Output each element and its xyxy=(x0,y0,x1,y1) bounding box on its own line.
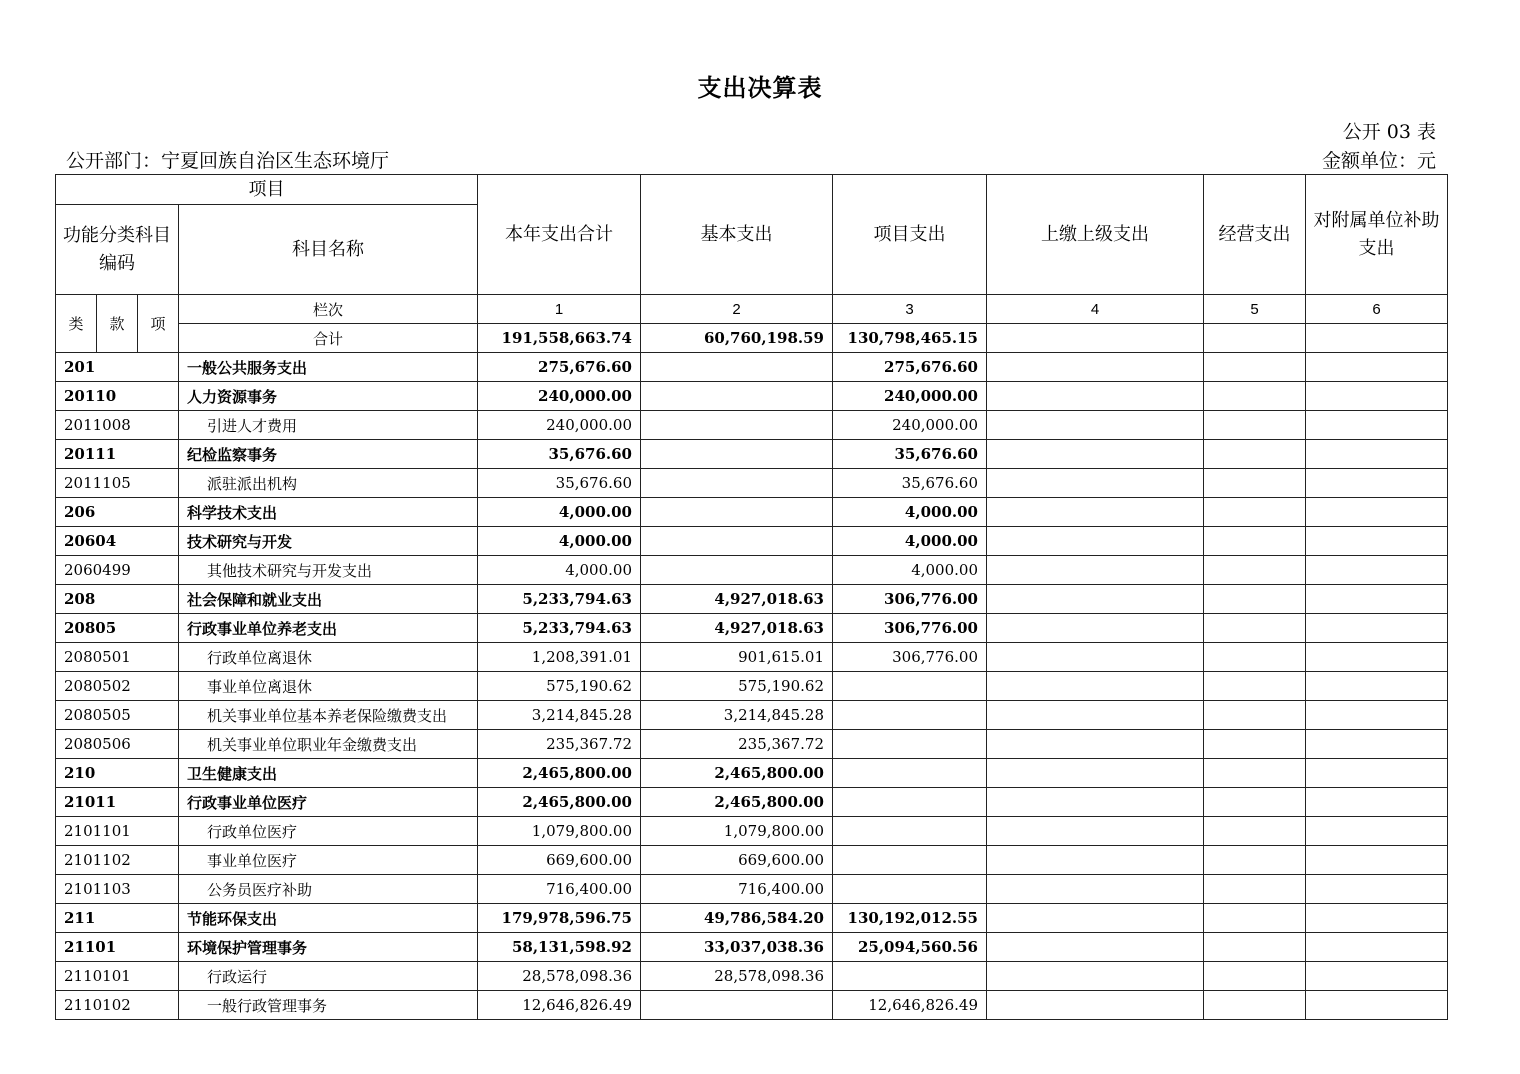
row-code: 2060499 xyxy=(56,556,179,585)
header-item: 项目 xyxy=(56,175,478,205)
header-subject-name: 科目名称 xyxy=(179,205,478,295)
row-project: 35,676.60 xyxy=(833,440,987,469)
row-subsidy xyxy=(1306,991,1448,1020)
row-subsidy xyxy=(1306,614,1448,643)
row-subsidy xyxy=(1306,962,1448,991)
col-no-1: 1 xyxy=(478,295,641,324)
row-total: 4,000.00 xyxy=(478,527,641,556)
row-name: 行政单位离退休 xyxy=(179,643,478,672)
row-total: 669,600.00 xyxy=(478,846,641,875)
table-row xyxy=(56,904,1448,933)
table-row xyxy=(56,788,1448,817)
row-business xyxy=(1204,933,1306,962)
row-total: 28,578,098.36 xyxy=(478,962,641,991)
row-subsidy xyxy=(1306,933,1448,962)
row-upper xyxy=(987,585,1204,614)
col-no-6: 6 xyxy=(1306,295,1448,324)
row-code: 210 xyxy=(56,759,179,788)
row-code: 2101103 xyxy=(56,875,179,904)
row-basic: 4,927,018.63 xyxy=(641,614,833,643)
table-row xyxy=(56,875,1448,904)
row-project: 25,094,560.56 xyxy=(833,933,987,962)
row-name: 一般行政管理事务 xyxy=(179,991,478,1020)
row-business xyxy=(1204,556,1306,585)
row-code: 2080506 xyxy=(56,730,179,759)
row-total: 235,367.72 xyxy=(478,730,641,759)
expenditure-table xyxy=(55,174,1448,1020)
row-business xyxy=(1204,904,1306,933)
row-code: 21101 xyxy=(56,933,179,962)
row-name: 行政事业单位医疗 xyxy=(179,788,478,817)
row-subsidy xyxy=(1306,556,1448,585)
row-project: 306,776.00 xyxy=(833,643,987,672)
row-basic: 33,037,038.36 xyxy=(641,933,833,962)
row-subsidy xyxy=(1306,469,1448,498)
col-no-4: 4 xyxy=(987,295,1204,324)
table-row xyxy=(56,672,1448,701)
row-code: 2080502 xyxy=(56,672,179,701)
header-project: 项目支出 xyxy=(833,175,987,295)
row-business xyxy=(1204,498,1306,527)
row-name: 机关事业单位职业年金缴费支出 xyxy=(179,730,478,759)
row-name: 行政单位医疗 xyxy=(179,817,478,846)
row-name: 环境保护管理事务 xyxy=(179,933,478,962)
row-project: 306,776.00 xyxy=(833,614,987,643)
row-project: 35,676.60 xyxy=(833,469,987,498)
row-project xyxy=(833,730,987,759)
row-total: 1,208,391.01 xyxy=(478,643,641,672)
row-total: 12,646,826.49 xyxy=(478,991,641,1020)
row-code: 20805 xyxy=(56,614,179,643)
row-name: 公务员医疗补助 xyxy=(179,875,478,904)
row-upper xyxy=(987,353,1204,382)
row-business xyxy=(1204,614,1306,643)
col-no-5: 5 xyxy=(1204,295,1306,324)
row-total: 1,079,800.00 xyxy=(478,817,641,846)
row-basic xyxy=(641,991,833,1020)
table-row xyxy=(56,585,1448,614)
row-upper xyxy=(987,469,1204,498)
row-upper xyxy=(987,962,1204,991)
table-row xyxy=(56,991,1448,1020)
row-basic xyxy=(641,382,833,411)
table-row xyxy=(56,962,1448,991)
row-basic: 3,214,845.28 xyxy=(641,701,833,730)
table-row xyxy=(56,614,1448,643)
row-basic xyxy=(641,556,833,585)
row-upper xyxy=(987,933,1204,962)
row-code: 2110101 xyxy=(56,962,179,991)
header-lanci: 栏次 xyxy=(179,295,478,324)
row-total: 240,000.00 xyxy=(478,382,641,411)
form-number: 公开 03 表 xyxy=(1342,121,1436,143)
row-subsidy xyxy=(1306,672,1448,701)
row-project xyxy=(833,701,987,730)
row-name: 引进人才费用 xyxy=(179,411,478,440)
row-basic: 575,190.62 xyxy=(641,672,833,701)
row-basic: 28,578,098.36 xyxy=(641,962,833,991)
row-basic: 901,615.01 xyxy=(641,643,833,672)
row-total: 58,131,598.92 xyxy=(478,933,641,962)
row-project: 275,676.60 xyxy=(833,353,987,382)
row-code: 2101101 xyxy=(56,817,179,846)
row-upper xyxy=(987,788,1204,817)
row-code: 201 xyxy=(56,353,179,382)
table-row xyxy=(56,643,1448,672)
page-title: 支出决算表 xyxy=(697,73,823,102)
table-row xyxy=(56,933,1448,962)
row-basic: 235,367.72 xyxy=(641,730,833,759)
row-upper xyxy=(987,440,1204,469)
row-business xyxy=(1204,759,1306,788)
row-total: 4,000.00 xyxy=(478,556,641,585)
row-code: 20110 xyxy=(56,382,179,411)
row-basic: 4,927,018.63 xyxy=(641,585,833,614)
table-row xyxy=(56,730,1448,759)
row-upper xyxy=(987,904,1204,933)
row-subsidy xyxy=(1306,643,1448,672)
amount-unit-label: 金额单位：元 xyxy=(1321,150,1436,172)
row-business xyxy=(1204,730,1306,759)
row-name: 行政运行 xyxy=(179,962,478,991)
row-name: 事业单位离退休 xyxy=(179,672,478,701)
row-total: 240,000.00 xyxy=(478,411,641,440)
sum-business xyxy=(1204,324,1306,353)
row-project xyxy=(833,759,987,788)
row-project: 130,192,012.55 xyxy=(833,904,987,933)
header-subsidy: 对附属单位补助支出 xyxy=(1306,175,1448,295)
table-row xyxy=(56,469,1448,498)
row-business xyxy=(1204,846,1306,875)
row-basic xyxy=(641,498,833,527)
table-row xyxy=(56,353,1448,382)
row-upper xyxy=(987,875,1204,904)
table-row xyxy=(56,701,1448,730)
row-subsidy xyxy=(1306,817,1448,846)
sum-total: 191,558,663.74 xyxy=(478,324,641,353)
row-project xyxy=(833,672,987,701)
row-project: 4,000.00 xyxy=(833,527,987,556)
header-func-code: 功能分类科目编码 xyxy=(56,205,179,295)
row-business xyxy=(1204,643,1306,672)
row-name: 社会保障和就业支出 xyxy=(179,585,478,614)
row-total: 2,465,800.00 xyxy=(478,788,641,817)
row-total: 4,000.00 xyxy=(478,498,641,527)
row-business xyxy=(1204,701,1306,730)
table-row xyxy=(56,527,1448,556)
row-name: 科学技术支出 xyxy=(179,498,478,527)
row-business xyxy=(1204,411,1306,440)
row-basic: 669,600.00 xyxy=(641,846,833,875)
row-business xyxy=(1204,440,1306,469)
row-name: 一般公共服务支出 xyxy=(179,353,478,382)
table-row xyxy=(56,556,1448,585)
row-subsidy xyxy=(1306,846,1448,875)
row-subsidy xyxy=(1306,411,1448,440)
row-total: 179,978,596.75 xyxy=(478,904,641,933)
department-label: 公开部门：宁夏回族自治区生态环境厅 xyxy=(66,150,390,172)
row-total: 575,190.62 xyxy=(478,672,641,701)
row-code: 208 xyxy=(56,585,179,614)
row-subsidy xyxy=(1306,353,1448,382)
row-project: 240,000.00 xyxy=(833,411,987,440)
row-upper xyxy=(987,730,1204,759)
row-total: 5,233,794.63 xyxy=(478,614,641,643)
table-row xyxy=(56,498,1448,527)
sum-upper xyxy=(987,324,1204,353)
col-no-2: 2 xyxy=(641,295,833,324)
sum-basic: 60,760,198.59 xyxy=(641,324,833,353)
row-project: 4,000.00 xyxy=(833,556,987,585)
row-basic: 2,465,800.00 xyxy=(641,788,833,817)
row-upper xyxy=(987,846,1204,875)
row-name: 纪检监察事务 xyxy=(179,440,478,469)
row-name: 人力资源事务 xyxy=(179,382,478,411)
row-basic: 716,400.00 xyxy=(641,875,833,904)
row-upper xyxy=(987,498,1204,527)
row-code: 2101102 xyxy=(56,846,179,875)
header-total: 本年支出合计 xyxy=(478,175,641,295)
row-total: 275,676.60 xyxy=(478,353,641,382)
row-basic xyxy=(641,411,833,440)
row-subsidy xyxy=(1306,875,1448,904)
header-xiang: 项 xyxy=(138,295,179,353)
row-total: 2,465,800.00 xyxy=(478,759,641,788)
row-total: 5,233,794.63 xyxy=(478,585,641,614)
row-basic: 2,465,800.00 xyxy=(641,759,833,788)
row-business xyxy=(1204,382,1306,411)
table-row xyxy=(56,759,1448,788)
row-project: 306,776.00 xyxy=(833,585,987,614)
row-upper xyxy=(987,643,1204,672)
row-code: 211 xyxy=(56,904,179,933)
table-row xyxy=(56,846,1448,875)
row-basic: 49,786,584.20 xyxy=(641,904,833,933)
row-business xyxy=(1204,353,1306,382)
row-subsidy xyxy=(1306,730,1448,759)
row-project xyxy=(833,962,987,991)
row-upper xyxy=(987,556,1204,585)
row-upper xyxy=(987,672,1204,701)
row-code: 20111 xyxy=(56,440,179,469)
row-business xyxy=(1204,817,1306,846)
header-basic: 基本支出 xyxy=(641,175,833,295)
row-business xyxy=(1204,527,1306,556)
sum-project: 130,798,465.15 xyxy=(833,324,987,353)
sum-subsidy xyxy=(1306,324,1448,353)
row-upper xyxy=(987,817,1204,846)
row-business xyxy=(1204,469,1306,498)
row-name: 行政事业单位养老支出 xyxy=(179,614,478,643)
row-upper xyxy=(987,614,1204,643)
row-upper xyxy=(987,382,1204,411)
row-subsidy xyxy=(1306,382,1448,411)
row-code: 2110102 xyxy=(56,991,179,1020)
row-code: 2011105 xyxy=(56,469,179,498)
header-business: 经营支出 xyxy=(1204,175,1306,295)
row-subsidy xyxy=(1306,527,1448,556)
row-name: 技术研究与开发 xyxy=(179,527,478,556)
row-basic: 1,079,800.00 xyxy=(641,817,833,846)
row-subsidy xyxy=(1306,585,1448,614)
row-name: 机关事业单位基本养老保险缴费支出 xyxy=(179,701,478,730)
row-subsidy xyxy=(1306,440,1448,469)
row-business xyxy=(1204,788,1306,817)
row-project: 4,000.00 xyxy=(833,498,987,527)
row-project xyxy=(833,817,987,846)
row-name: 事业单位医疗 xyxy=(179,846,478,875)
row-subsidy xyxy=(1306,701,1448,730)
row-project xyxy=(833,846,987,875)
row-subsidy xyxy=(1306,498,1448,527)
row-subsidy xyxy=(1306,759,1448,788)
row-basic xyxy=(641,469,833,498)
row-name: 节能环保支出 xyxy=(179,904,478,933)
header-upper: 上缴上级支出 xyxy=(987,175,1204,295)
row-project: 240,000.00 xyxy=(833,382,987,411)
row-business xyxy=(1204,875,1306,904)
row-basic xyxy=(641,353,833,382)
row-total: 35,676.60 xyxy=(478,440,641,469)
row-project: 12,646,826.49 xyxy=(833,991,987,1020)
row-basic xyxy=(641,527,833,556)
row-business xyxy=(1204,672,1306,701)
row-upper xyxy=(987,759,1204,788)
row-business xyxy=(1204,962,1306,991)
row-basic xyxy=(641,440,833,469)
col-no-3: 3 xyxy=(833,295,987,324)
row-code: 20604 xyxy=(56,527,179,556)
table-row xyxy=(56,411,1448,440)
row-upper xyxy=(987,991,1204,1020)
row-business xyxy=(1204,991,1306,1020)
row-code: 21011 xyxy=(56,788,179,817)
row-upper xyxy=(987,701,1204,730)
row-code: 206 xyxy=(56,498,179,527)
row-code: 2080505 xyxy=(56,701,179,730)
table-row xyxy=(56,382,1448,411)
row-subsidy xyxy=(1306,788,1448,817)
row-name: 其他技术研究与开发支出 xyxy=(179,556,478,585)
row-project xyxy=(833,875,987,904)
row-project xyxy=(833,788,987,817)
row-total: 3,214,845.28 xyxy=(478,701,641,730)
row-name: 卫生健康支出 xyxy=(179,759,478,788)
table-row xyxy=(56,440,1448,469)
header-heji: 合计 xyxy=(179,324,478,353)
row-upper xyxy=(987,411,1204,440)
row-total: 716,400.00 xyxy=(478,875,641,904)
header-kuan: 款 xyxy=(97,295,138,353)
row-total: 35,676.60 xyxy=(478,469,641,498)
header-lei: 类 xyxy=(56,295,97,353)
row-business xyxy=(1204,585,1306,614)
row-upper xyxy=(987,527,1204,556)
row-subsidy xyxy=(1306,904,1448,933)
table-row xyxy=(56,817,1448,846)
row-code: 2011008 xyxy=(56,411,179,440)
row-code: 2080501 xyxy=(56,643,179,672)
row-name: 派驻派出机构 xyxy=(179,469,478,498)
